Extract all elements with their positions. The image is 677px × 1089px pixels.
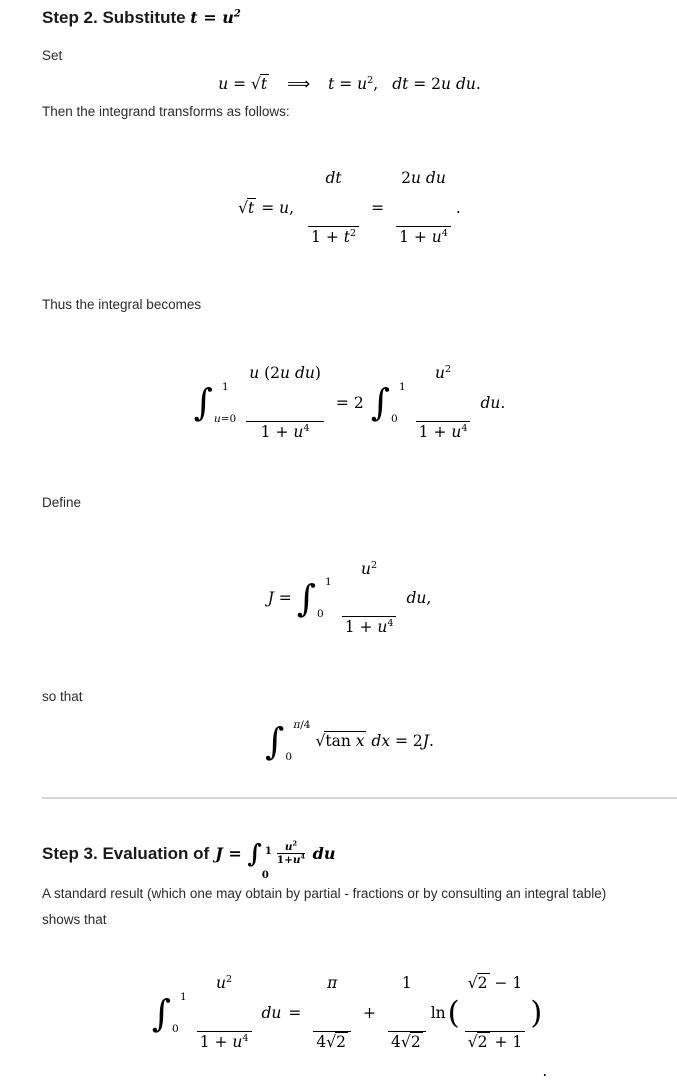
step2-heading-math (190, 8, 240, 27)
integral (194, 381, 242, 425)
para-line: shows that (42, 912, 107, 928)
math-exponent: 4 (441, 227, 448, 239)
math-token: 1 (221, 380, 229, 393)
math-token: tan (325, 732, 356, 751)
math-token: 1 + (260, 422, 294, 441)
math-token: = (222, 843, 248, 863)
math-token: 1 + (311, 227, 344, 246)
math-token: 1 (180, 991, 187, 1004)
step3-heading-math (215, 838, 336, 882)
math-token: = (228, 74, 252, 93)
math-token: = (256, 198, 280, 217)
math-token: u du (280, 363, 315, 382)
lower-limit (285, 751, 310, 763)
denominator (313, 1031, 351, 1052)
math-token: 1 + (399, 227, 432, 246)
left-paren: ( (447, 994, 460, 1031)
math-token: u (279, 198, 290, 217)
math-token: = 2 (408, 74, 442, 93)
integral (371, 381, 411, 425)
math-token: , (426, 589, 432, 608)
integral-limits (391, 381, 406, 425)
math-token: u (249, 363, 260, 382)
sqrt-argument (324, 731, 366, 750)
numerator (197, 974, 252, 994)
math-token: u (361, 559, 372, 578)
radical-icon: √ (467, 974, 478, 993)
math-token: t (343, 227, 350, 246)
fraction (465, 937, 525, 1089)
numerator (308, 169, 359, 189)
upper-limit (391, 381, 406, 393)
math-token: u (441, 74, 452, 93)
math-token: t (190, 8, 198, 27)
para-standard-result (42, 881, 657, 933)
math-token: . (475, 74, 481, 93)
math-token: 4 (391, 1033, 401, 1052)
math-token: = (273, 589, 297, 608)
ln-operator: ln (430, 1004, 446, 1023)
math-token: u (232, 1033, 243, 1052)
math-exponent: 2 (292, 839, 297, 848)
numerator (465, 974, 525, 994)
math-token: u (213, 412, 221, 425)
math-token: du (261, 1004, 282, 1023)
integral-sign: ∫ (370, 381, 390, 425)
math-token: u (222, 8, 234, 27)
math-token: = (334, 74, 358, 93)
fraction (313, 937, 351, 1089)
numerator (388, 974, 426, 994)
para-line: A standard result (which one may obtain by partial - fractions or by consulting an integral table) (42, 886, 607, 902)
para-sothat: so that (42, 689, 83, 705)
math-token: . (429, 732, 434, 751)
equation-integral-becomes (42, 327, 657, 479)
denominator (465, 1031, 525, 1052)
fraction (342, 523, 397, 675)
sqrt-argument: 2 (477, 974, 488, 993)
radical-icon: √ (251, 74, 261, 93)
para-becomes: Thus the integral becomes (42, 296, 202, 312)
math-token: . (542, 1062, 548, 1080)
math-token: J (267, 589, 274, 608)
math-token: J (215, 843, 223, 863)
math-token: 1 + (418, 422, 452, 441)
math-exponent: 2 (445, 363, 452, 375)
math-run (328, 75, 378, 93)
integral-limits (214, 381, 236, 425)
math-token: J (422, 732, 429, 751)
section-divider (42, 797, 677, 799)
math-token: =0 (220, 412, 237, 425)
numerator (342, 560, 397, 580)
fraction (246, 327, 324, 479)
math-token: u (218, 74, 229, 93)
equation-tan-identity (42, 719, 657, 763)
math-run (315, 732, 433, 750)
math-run (262, 1004, 282, 1022)
math-token: + 1 (489, 1033, 523, 1052)
math-token: , (373, 74, 379, 93)
right-paren: ) (530, 994, 543, 1031)
sqrt-argument: t (260, 74, 268, 93)
math-token: 0 (317, 608, 324, 621)
upper-limit (317, 576, 332, 588)
math-token: u (451, 422, 462, 441)
integral (297, 576, 337, 620)
math-exponent: 2 (226, 974, 233, 986)
math-token: t (328, 74, 335, 93)
math-token: dt (392, 74, 409, 93)
denominator (342, 616, 397, 637)
math-token: u (292, 854, 301, 867)
denominator (197, 1031, 252, 1052)
math-token: u (431, 227, 442, 246)
math-token: 2 (401, 169, 412, 188)
math-token: 0 (285, 751, 293, 764)
math-exponent: 2 (371, 559, 378, 571)
fraction (388, 937, 426, 1089)
fraction (277, 841, 305, 866)
para-transform: Then the integrand transforms as follows: (42, 104, 290, 119)
math-token: 0 (390, 412, 398, 425)
radical-icon: √ (326, 1033, 337, 1052)
denominator (396, 226, 451, 247)
lower-limit: 0 (261, 870, 269, 882)
implies-arrow-icon: ⟹ (287, 74, 311, 93)
step3-heading (42, 838, 657, 882)
math-run (406, 589, 431, 607)
step3-heading-text: Step 3. Evaluation of (42, 843, 210, 863)
math-exponent: 2 (367, 74, 374, 86)
integral-sign: ∫ (265, 719, 285, 763)
numerator (277, 841, 305, 853)
math-token: 1 (401, 974, 412, 993)
step2-heading (42, 6, 657, 30)
math-token: x (355, 732, 365, 751)
math-exponent: 4 (387, 618, 394, 630)
denominator (308, 226, 359, 247)
math-token: du (451, 74, 476, 93)
sqrt-argument: 2 (336, 1033, 347, 1052)
math-token: u du (411, 169, 446, 188)
denominator (246, 421, 324, 442)
numerator (246, 364, 324, 384)
upper-limit (214, 381, 236, 393)
integral-limits (261, 840, 272, 882)
math-token: u (284, 841, 293, 854)
math-exponent: 2 (349, 227, 357, 239)
math-token: 1 (398, 380, 406, 393)
lower-limit (172, 1023, 187, 1035)
math-token: /4 (300, 719, 311, 732)
math-token: 0 (172, 1023, 179, 1036)
numerator (416, 364, 471, 384)
math-token: 1 + (199, 1033, 233, 1052)
math-token: u (377, 618, 388, 637)
step2-heading-text: Step 2. Substitute (42, 8, 191, 27)
para-set: Set (42, 48, 63, 63)
math-token: dx (366, 732, 391, 751)
math-token: . (455, 198, 461, 217)
fraction (308, 132, 359, 284)
math-exponent: 4 (461, 422, 468, 434)
upper-limit (172, 991, 187, 1003)
denominator (277, 853, 305, 866)
math-token: π (327, 974, 338, 993)
fraction (396, 132, 451, 284)
integral-limits (317, 576, 332, 620)
sqrt-argument: t (248, 198, 255, 217)
fraction (197, 937, 252, 1089)
math-token: du (406, 589, 427, 608)
radical-icon: √ (238, 198, 249, 217)
math-token: 1+ (276, 854, 293, 867)
math-token: u (216, 974, 227, 993)
math-token: = (371, 198, 385, 217)
math-token: = 2 (335, 393, 364, 412)
para-define: Define (42, 494, 82, 510)
math-token: 1 + (344, 618, 378, 637)
math-token: ) (314, 363, 321, 382)
integral-sign: ∫ (296, 576, 316, 620)
math-token: . (500, 393, 506, 412)
integral-sign: ∫ (151, 991, 172, 1035)
integral-limits (285, 719, 310, 763)
math-token: = 2 (390, 732, 423, 751)
denominator (416, 421, 471, 442)
math-token: (2 (259, 363, 281, 382)
integral-limits (172, 991, 187, 1035)
denominator (388, 1031, 426, 1052)
math-exponent: 4 (242, 1033, 249, 1045)
math-token: − 1 (489, 974, 523, 993)
math-run (480, 394, 505, 412)
sqrt-argument: 2 (477, 1033, 488, 1052)
math-token: u (357, 74, 368, 93)
equation-integrand-transform (42, 132, 657, 284)
sqrt-argument: 2 (410, 1033, 421, 1052)
numerator (313, 974, 351, 994)
math-token: 1 (325, 576, 332, 589)
math-token: = (288, 1004, 302, 1023)
integral (265, 719, 315, 763)
math-exponent: 2 (233, 8, 241, 20)
math-run (218, 75, 269, 93)
numerator (396, 169, 451, 189)
upper-limit (285, 719, 310, 731)
math-exponent: 4 (303, 422, 310, 434)
fraction (416, 327, 471, 479)
lower-limit (317, 608, 332, 620)
lower-limit (391, 413, 406, 425)
math-run (392, 75, 481, 93)
math-token: = (197, 8, 223, 27)
math-token: u (293, 422, 304, 441)
radical-icon: √ (315, 732, 326, 751)
upper-limit: 1 (264, 846, 272, 858)
radical-icon: √ (400, 1033, 411, 1052)
math-token: 4 (316, 1033, 327, 1052)
math-exponent: 4 (300, 852, 306, 861)
radical-icon: √ (467, 1033, 478, 1052)
math-token: , (289, 198, 295, 217)
integral-sign: ∫ (193, 381, 213, 425)
math-token: du (307, 843, 336, 863)
integral (152, 991, 192, 1035)
math-token: + (363, 1004, 377, 1023)
math-token: u (435, 363, 445, 382)
equation-J-value (42, 937, 657, 1089)
equation-define-J (42, 523, 657, 675)
equation-substitution (42, 74, 657, 93)
math-run (238, 199, 294, 217)
math-token: π (293, 719, 301, 732)
math-token: du (480, 393, 501, 412)
lower-limit (214, 413, 236, 425)
integral-sign: ∫ (247, 838, 262, 868)
math-token: dt (325, 169, 342, 188)
math-run (268, 589, 297, 607)
